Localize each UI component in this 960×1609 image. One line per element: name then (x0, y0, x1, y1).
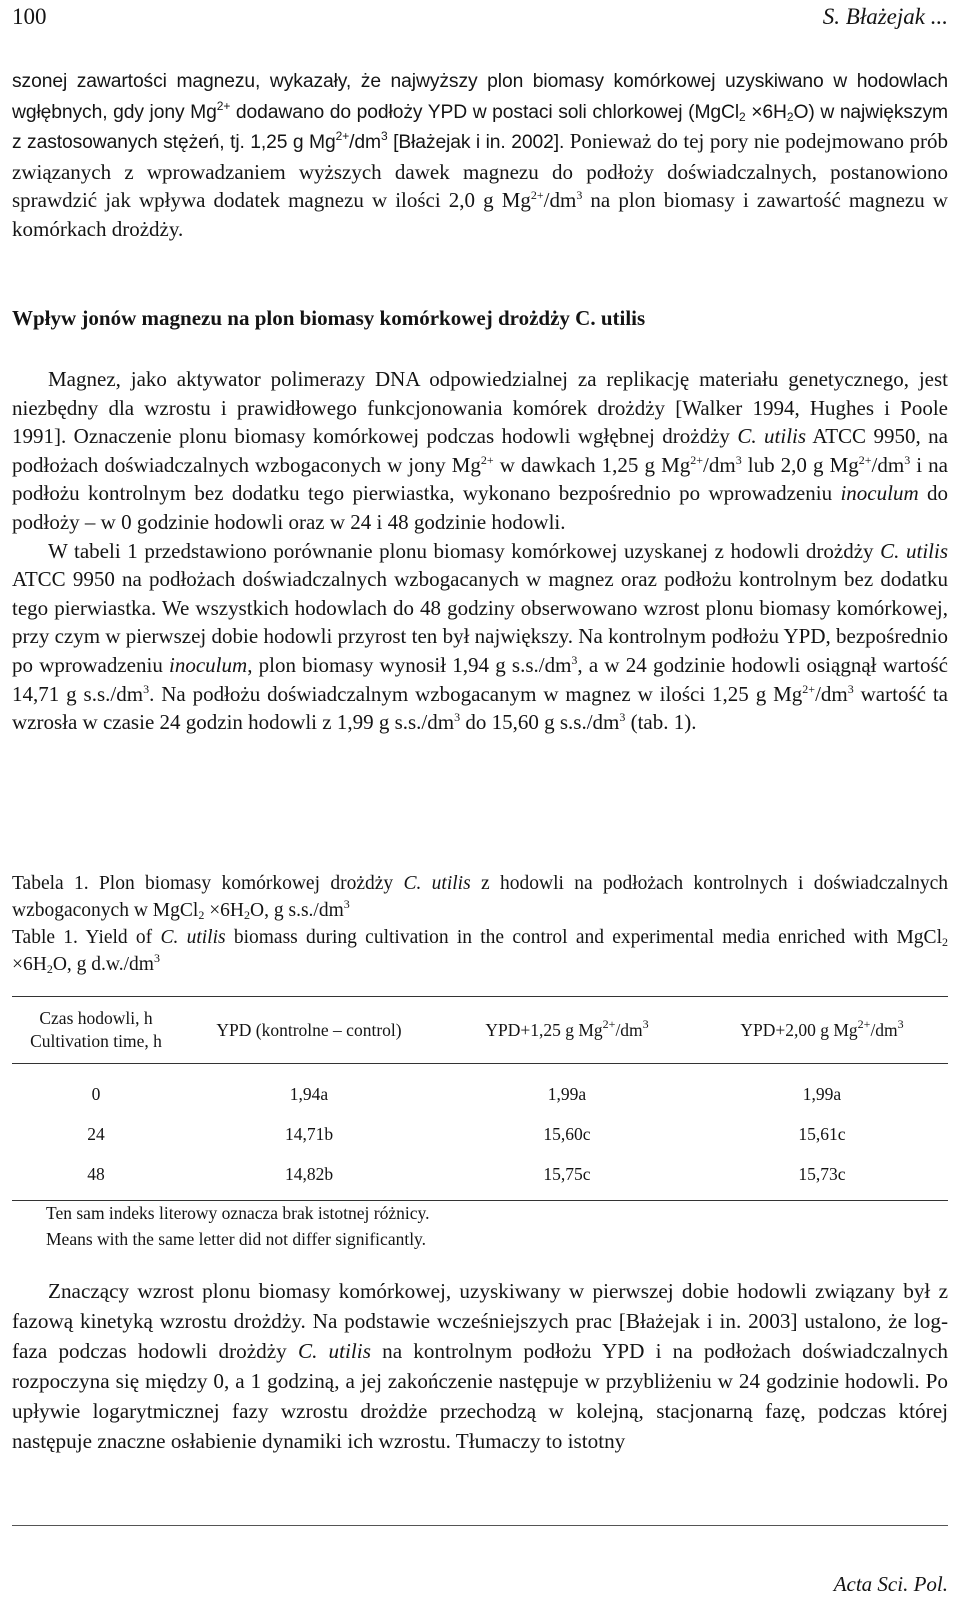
header-ypd-control: YPD (kontrolne – control) (180, 997, 438, 1064)
running-head: S. Błażejak ... (822, 4, 948, 29)
body-paragraph-3: Znaczący wzrost plonu biomasy komórkowej, uzyskiwany w pierwszej dobie hodowli związany był z fazową kinetyką wzrostu drożdży. Na podstawie wcześniejszych prac [Błażejak i in. 2003] ustalono, że log-faza podczas hodowli drożdży C. utilis na kontrolnym podłożu YPD i na podłożach doświadczalnych rozpoczyna się między 0, a 1 godziną, a jej zakończenie następuje w przybliżeniu w 24 godzinie hodowli. Po upływie logarytmicznej fazy wzrostu drożdże przechodzą w kolejną, stacjonarną fazę, podczas której następuje znaczne osłabienie dynamiki ich wzrostu. Tłumaczy to istotny (12, 1279, 948, 1453)
section-heading: Wpływ jonów magnezu na plon biomasy komórkowej drożdży C. utilis (12, 306, 646, 330)
intro-paragraph: szonej zawartości magnezu, wykazały, że najwyższy plon biomasy komórkowej uzyskiwano w hodowlach wgłębnych, gdy jony $Mg^{2+}$ dodawano do podłoży YPD w postaci soli chlorkowej (MgCl$_2$ $\times 6H_2O$) w największym z zastosowanych stężeń, tj. 1,25 g $Mg^{2+}/dm^3$ [Błażejak i in. 2002]. Ponieważ do tej pory nie podejmowano prób związanych z wprowadzaniem wyższych dawek magnezu do podłoży doświadczalnych, postanowiono sprawdzić jak wpływa dodatek magnezu w ilości 2,0 g $Mg^{2+}/dm^3$ na plon biomasy i zawartość magnezu w komórkach drożdży. (12, 71, 949, 241)
table-cell: 24 (87, 1123, 105, 1144)
table-note-english: Means with the same letter did not differ significantly. (46, 1229, 427, 1249)
page-number: 100 (12, 4, 47, 29)
body-paragraph-2: W tabeli 1 przedstawiono porównanie plonu biomasy komórkowej uzyskanej z hodowli drożdży C. utilis ATCC 9950 na podłożach doświadczalnych wzbogacanych w magnez oraz podłożu kontrolnym bez dodatku tego pierwiastka. We wszystkich hodowlach do 48 godziny obserwowano wzrost plonu biomasy komórkowej, przy czym w pierwszej dobie hodowli przyrost ten był największy. Na kontrolnym podłożu YPD, bezpośrednio po wprowadzeniu inoculum, plon biomasy wynosił 1,94 g $s.s./dm^3$, a w 24 godzinie hodowli osiągnął wartość 14,71 g $s.s./dm^3$. Na podłożu doświadczalnym wzbogacanym w magnez w ilości 1,25 g $Mg^{2+}/dm^3$ wartość ta wzrosła w czasie 24 godzin hodowli z 1,99 g $s.s./dm^3$ do 15,60 g $s.s./dm^3$ (tab. 1). (12, 538, 949, 735)
table-cell: 15,75c (438, 1154, 696, 1201)
table-note-polish: Ten sam indeks literowy oznacza brak istotnej różnicy. (46, 1203, 430, 1223)
table-cell: 0 (91, 1083, 101, 1104)
table-notes (46, 1200, 429, 1252)
table-cell: 1,99a (802, 1083, 842, 1104)
table-cell: 15,73c (696, 1154, 948, 1201)
body-section-1 (12, 365, 948, 737)
header-ypd-200: YPD+2,00 g $Mg^{2+}/dm^3$ (696, 997, 948, 1064)
table-cell: 1,94a (289, 1083, 329, 1104)
journal-name: Acta Sci. Pol. (833, 1572, 948, 1596)
table-caption-english: Table 1. Yield of C. utilis biomass during cultivation in the control and experimental media enriched with MgCl$_2$ $\times 6H_2O$, g $d.w./dm^3$ (12, 927, 948, 976)
table-cell: 15,61c (798, 1123, 846, 1144)
header-ypd-125: YPD+1,25 g $Mg^{2+}/dm^3$ (438, 997, 696, 1064)
table-row (12, 1154, 948, 1201)
header-time: Czas hodowli, h Cultivation time, h (12, 997, 180, 1064)
table-caption-polish: Tabela 1. Plon biomasy komórkowej drożdży C. utilis z hodowli na podłożach kontrolnych i doświadczalnych wzbogaconych w MgCl$_2$ $\times 6H_2O$, g $s.s./dm^3$ (12, 873, 948, 922)
table-row (12, 1114, 948, 1154)
table-cell: 1,99a (547, 1083, 587, 1104)
table-cell: 14,82b (180, 1154, 438, 1201)
table-cell: 15,60c (543, 1123, 591, 1144)
footer-divider (12, 1525, 948, 1526)
table-row (12, 1064, 948, 1115)
body-section-2 (12, 1276, 948, 1456)
body-paragraph-1: Magnez, jako aktywator polimerazy DNA odpowiedzialnej za replikację materiału genetycznego, jest niezbędny dla wzrostu i prawidłowego funkcjonowania komórek drożdży [Walker 1994, Hughes i Poole 1991]. Oznaczenie plonu biomasy komórkowej podczas hodowli wgłębnej drożdży C. utilis ATCC 9950, na podłożach doświadczalnych wzbogaconych w jony $Mg^{2+}$ w dawkach 1,25 g $Mg^{2+}/dm^3$ lub 2,0 g $Mg^{2+}/dm^3$ i na podłożu kontrolnym bez dodatku tego pierwiastka, wykonano bezpośrednio po wprowadzeniu inoculum do podłoży – w 0 godzinie hodowli oraz w 24 i 48 godzinie hodowli. (12, 367, 949, 534)
table-cell: 14,71b (284, 1123, 334, 1144)
table-caption (12, 870, 948, 978)
page-header (12, 4, 948, 34)
table-cell: 48 (12, 1154, 180, 1201)
intro-text: szonej zawartości magnezu, wykazały, że najwyższy plon biomasy komórkowej uzyskiwano w hodowlach wgłębnych, gdy jony $Mg^{2+}$ dodawano do podłoży YPD w postaci soli chlorkowej (MgCl$_2$ $\times 6H_2O$) w największym z zastosowanych stężeń, tj. 1,25 g $Mg^{2+}/dm^3$ [Błażejak i in. 2002]. (12, 71, 948, 154)
biomass-table (12, 996, 948, 1201)
table-header-row (12, 997, 948, 1064)
